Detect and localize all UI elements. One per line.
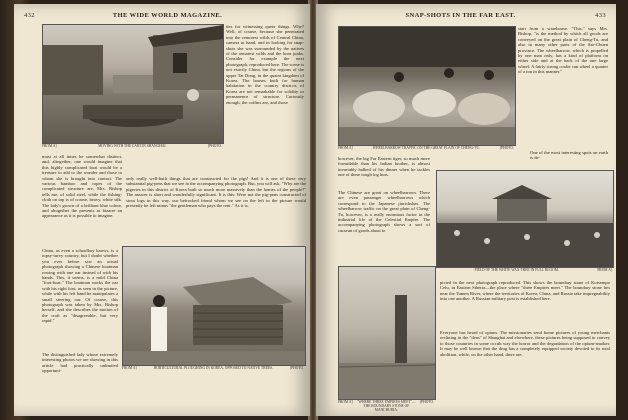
wax-tree-caption: FIELD OF THE WHITE WAX-TREE IN FULL BLOOM. FROM A] xyxy=(474,268,612,272)
left-column-main: only really well-built things that are constructed for the pigs! And it is one of these very substantial pig-pens that we see in the accompanying photograph. But, you will ask, "Why are the pigeries in this district of Korea built so much more massively than the homes of the people?" The answer is short and wonderfully significant. It is this: Were not the pig-pens constructed of stout logs in this way, our befrocked friend whom we see on the left in the picture would presently be left minus "the gentleman who pays the rent." As it is, xyxy=(126,176,306,209)
right-column-mid-2: The Chinese are great on wheelbarrows. There are even passenger wheelbarrows which correspond to the Japanese jinrickshas. The wheelbarrow traffic on the great plain of Cheng-Tu, however, is a really enormous factor in the industrial life of the Celestial Empire. The accompanying photograph shows a sort of caravan of goods about to xyxy=(338,190,430,233)
left-page-number: 432 xyxy=(24,11,35,19)
wheelbarrow-illustration xyxy=(339,27,515,145)
right-column-mid: however, the big Far Eastern tiger, so much more formidable than his Indian brother, is almost invariably balked of his dinner when he tackles one of these tough log huts. xyxy=(338,156,430,178)
shanghai-cart-photo xyxy=(42,24,224,144)
left-column-mid: must at all times be somewhat distinct, and, altogether, one would imagine that this highly complicated boat would be a treasure to add to the wonder and those to whom she is brought into contact. The various bamboo and ropes of the complicated structure are, Mrs. Bishop tells me, of solid steel, while the fishing-cloth on top is of coarse, heavy, white silk. The lady's grown of a brilliant blue colour, and altogether the presents as bizarre an appearance as it is possible to imagine. xyxy=(42,154,122,219)
korea-plough-photo xyxy=(122,246,306,366)
shanghai-cart-caption: FROM A] MOVING WITH THE CART IN SHANGHAI. [PHOTO. xyxy=(42,144,222,148)
left-column-bottom: The distinguished lady whose extremely interesting photos we are showing in this article had practically unlimited opportuni- xyxy=(42,352,118,374)
right-running-head xyxy=(326,10,606,20)
right-column-lower: picted in the next photograph reproduced. This shows the boundary stone of Kotsempo Celu, in Eastern Siberia—the place where "three Empires meet." The boundary stone lies near the Tumen River, where the territories of Korea, China, and Russia take impregnability into one another. A Russian military post is established here. xyxy=(440,280,610,302)
shanghai-cart-illustration xyxy=(43,25,223,143)
boundary-stone-illustration xyxy=(339,267,435,399)
wheelbarrow-caption: FROM A] WHEELBARROW TRAFFIC ON THE GREAT PLAIN OF CHENG-TU. [PHOTO. xyxy=(338,146,514,150)
left-page-title: THE WIDE WORLD MAGAZINE. xyxy=(112,11,223,19)
left-running-head xyxy=(24,10,300,20)
right-page-title: SNAP-SHOTS IN THE FAR EAST. xyxy=(405,11,516,19)
boundary-stone-photo xyxy=(338,266,436,400)
korea-plough-caption: FROM A] HORTICULTURAL PLOUGHING IN KOREA, OPPOSED TO NATIVE TREES. [PHOTO. xyxy=(122,366,304,370)
boundary-stone-caption: FROM A] "WHERE THREE EMPIRES MEET"—THE BOUNDARY STONE OF MANCHURIA. [PHOTO. xyxy=(338,400,434,412)
right-page-number: 433 xyxy=(595,11,606,19)
left-column-top-right: ties for witnessing queer things. Why? Well, of course, because she penetrated into the remotest wilds of Central China, camera in hand, and in looking for snap-shots she was surrounded by the natives of the remotest wilds and the horn junks. Consider for example the next photograph, reproduced here. The scene is not exactly China, but the regions of the upper Tai Dong, in the quaint kingdom of Korea. The houses built for human habitation in the country districts of Korea are not remarkable for solidity or permanence of structure. Curiously enough, the coffins are, and those xyxy=(226,24,304,105)
left-page xyxy=(14,4,310,416)
wheelbarrow-photo xyxy=(338,26,516,146)
right-column-bottom: Everyone has heard of opium. The missionaries send home pictures of young merchants reclining in the "dens" of Shanghai and elsewhere, these pictures being supposed to convey to those countries in some occult way the horror and the degradation of the opium-smoker. It may be well known that the drug has a completely equipped society devoted to its total abolition, while, on the other hand, there are, xyxy=(440,330,610,357)
right-page xyxy=(316,4,616,416)
korea-hut-illustration xyxy=(123,247,305,365)
wax-tree-illustration xyxy=(437,171,613,267)
wax-tree-photo xyxy=(436,170,614,268)
right-column-top-2: One of the most interesting spots on earth is de- xyxy=(530,150,608,161)
right-column-top: start from a warehouse. "This," says Mrs. Bishop, "is the method by which all goods are conveyed on the great plain of Cheng-Tu, and also in many other parts of the Sze-Chuen province. The wheelbarrow, which is propelled by one man only, has a kind of platform on either side and at the back of the one large wheel. A fairly strong coolie can wheel a quarter of a ton in this manner." xyxy=(518,26,608,75)
left-column-lower: China, as even a schoolboy knows, is a topsy-turvy country, but I doubt whether you ever before saw an actual photograph showing a Chinese boatman rowing with one oar instead of with his hands. This, it seems, is a mild China "foot-boat." The boatman works the oar with his right foot, as seen in the picture, while with his left hand he manipulates a small steering oar. Of course, this photograph was taken by Mrs. Bishop herself, and she describes the motion of the craft as "disagreeable, but very rapid." xyxy=(42,248,118,324)
